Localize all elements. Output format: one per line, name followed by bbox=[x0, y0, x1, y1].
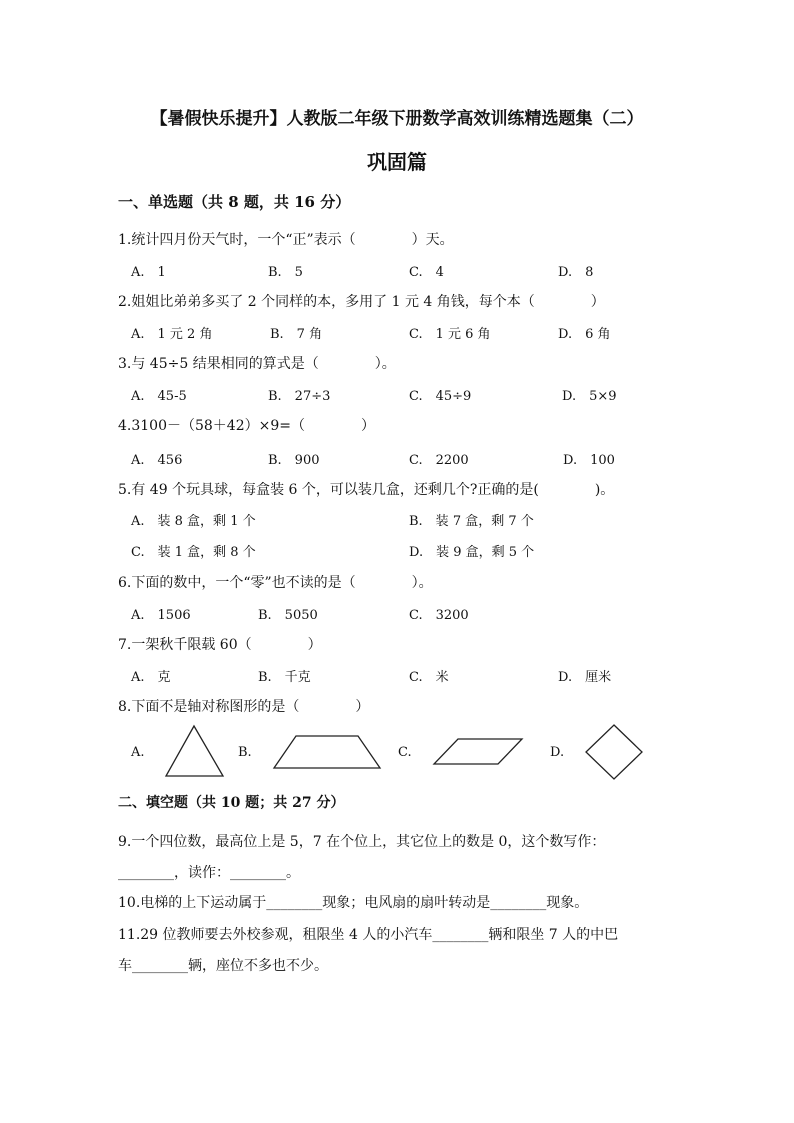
question-11: 11.29 位教师要去外校参观，租限坐 4 人的小汽车________辆和限坐 7 人的中巴 bbox=[118, 927, 619, 943]
q6-option-a[interactable]: A. 1506 bbox=[131, 608, 191, 623]
q5-option-c[interactable]: C. 装 1 盒，剩 8 个 bbox=[131, 545, 256, 560]
question-7: 7.一架秋千限载 60（ ） bbox=[118, 637, 322, 653]
section-heading-fill-blank: 二、填空题（共 10 题；共 27 分） bbox=[118, 795, 345, 811]
q8-option-b[interactable]: B. bbox=[238, 745, 252, 760]
q1-option-c[interactable]: C. 4 bbox=[409, 265, 444, 280]
trapezoid-shape bbox=[268, 730, 384, 772]
question-10: 10.电梯的上下运动属于________现象；电风扇的扇叶转动是________现象。 bbox=[118, 895, 589, 911]
question-1: 1.统计四月份天气时，一个“正”表示（ ）天。 bbox=[118, 232, 454, 248]
q8-option-a[interactable]: A. bbox=[131, 745, 145, 760]
q2-option-b[interactable]: B. 7 角 bbox=[270, 327, 323, 342]
q1-option-d[interactable]: D. 8 bbox=[558, 265, 594, 280]
q5-option-a[interactable]: A. 装 8 盒，剩 1 个 bbox=[131, 514, 256, 529]
section-heading-single-choice: 一、单选题（共 8 题，共 16 分） bbox=[118, 193, 351, 211]
q4-option-b[interactable]: B. 900 bbox=[268, 453, 320, 468]
triangle-shape bbox=[160, 722, 230, 780]
page-title: 【暑假快乐提升】人教版二年级下册数学高效训练精选题集（二） bbox=[150, 109, 644, 129]
q3-option-a[interactable]: A. 45-5 bbox=[131, 389, 187, 404]
question-8: 8.下面不是轴对称图形的是（ ） bbox=[118, 699, 370, 715]
q5-option-d[interactable]: D. 装 9 盒，剩 5 个 bbox=[409, 545, 535, 560]
q7-option-a[interactable]: A. 克 bbox=[131, 670, 171, 685]
q8-option-c[interactable]: C. bbox=[398, 745, 412, 760]
q7-option-b[interactable]: B. 千克 bbox=[258, 670, 311, 685]
q2-option-a[interactable]: A. 1 元 2 角 bbox=[131, 327, 213, 342]
q6-option-b[interactable]: B. 5050 bbox=[258, 608, 318, 623]
q1-option-a[interactable]: A. 1 bbox=[131, 265, 166, 280]
question-2: 2.姐姐比弟弟多买了 2 个同样的本，多用了 1 元 4 角钱，每个本（ ） bbox=[118, 294, 605, 310]
q5-option-b[interactable]: B. 装 7 盒，剩 7 个 bbox=[409, 514, 534, 529]
q3-option-d[interactable]: D. 5×9 bbox=[562, 389, 617, 404]
rhombus-shape bbox=[582, 721, 648, 783]
question-9-line-2: ________，读作：________。 bbox=[118, 865, 300, 881]
question-9: 9.一个四位数，最高位上是 5，7 在个位上，其它位上的数是 0，这个数写作： bbox=[118, 834, 606, 850]
q6-option-c[interactable]: C. 3200 bbox=[409, 608, 469, 623]
question-6: 6.下面的数中，一个“零”也不读的是（ ）。 bbox=[118, 575, 433, 591]
q7-option-d[interactable]: D. 厘米 bbox=[558, 670, 612, 685]
q7-option-c[interactable]: C. 米 bbox=[409, 670, 449, 685]
q3-option-c[interactable]: C. 45÷9 bbox=[409, 389, 472, 404]
question-11-line-2: 车________辆，座位不多也不少。 bbox=[118, 958, 328, 974]
question-4: 4.3100－（58＋42）×9=（ ） bbox=[118, 418, 375, 434]
q4-option-a[interactable]: A. 456 bbox=[131, 453, 183, 468]
q4-option-d[interactable]: D. 100 bbox=[563, 453, 615, 468]
q3-option-b[interactable]: B. 27÷3 bbox=[268, 389, 331, 404]
q2-option-c[interactable]: C. 1 元 6 角 bbox=[409, 327, 491, 342]
q8-option-d[interactable]: D. bbox=[550, 745, 565, 760]
q1-option-b[interactable]: B. 5 bbox=[268, 265, 303, 280]
question-5: 5.有 49 个玩具球，每盒装 6 个，可以装几盒，还剩几个?正确的是( )。 bbox=[118, 482, 615, 498]
question-3: 3.与 45÷5 结果相同的算式是（ ）。 bbox=[118, 356, 396, 372]
q4-option-c[interactable]: C. 2200 bbox=[409, 453, 469, 468]
page-subtitle: 巩固篇 bbox=[367, 150, 427, 174]
q2-option-d[interactable]: D. 6 角 bbox=[558, 327, 611, 342]
parallelogram-shape bbox=[430, 734, 526, 768]
